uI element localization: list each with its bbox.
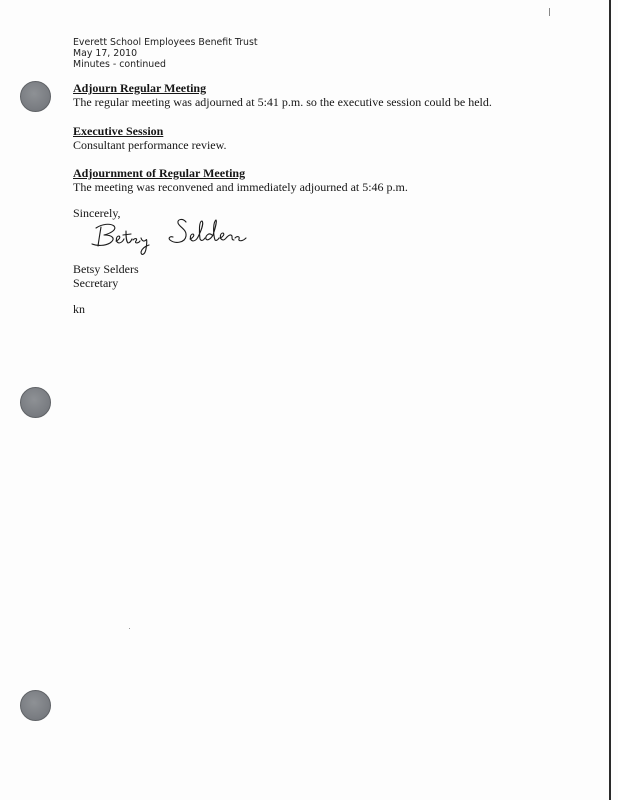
section-text: The meeting was reconvened and immediately adjourned at 5:46 p.m.: [73, 180, 408, 194]
signatory-block: [73, 262, 139, 290]
punch-hole-middle: [20, 387, 51, 418]
organization-name: Everett School Employees Benefit Trust: [73, 37, 258, 48]
section-heading: Adjourn Regular Meeting: [73, 81, 207, 95]
meeting-date: May 17, 2010: [73, 48, 138, 60]
punch-hole-top: [20, 81, 51, 112]
section-heading: Executive Session: [73, 124, 164, 138]
closing-salutation: Sincerely,: [73, 206, 121, 220]
section-adjourn-regular-meeting: [73, 81, 492, 109]
minutes-subtitle: Minutes - continued: [73, 59, 166, 71]
typist-initials: kn: [73, 302, 85, 316]
section-text: The regular meeting was adjourned at 5:41 p.m. so the executive session could be held.: [73, 95, 492, 109]
section-text: Consultant performance review.: [73, 138, 227, 152]
section-executive-session: [73, 124, 227, 152]
scan-speck: [129, 628, 130, 629]
section-heading: Adjournment of Regular Meeting: [73, 166, 246, 180]
signatory-name: Betsy Selders: [73, 262, 139, 276]
section-adjournment-of-regular-meeting: [73, 166, 408, 194]
scan-edge: [609, 0, 611, 800]
document-header: [73, 37, 258, 71]
punch-hole-bottom: [20, 690, 51, 721]
scan-mark: [549, 8, 550, 16]
signatory-title: Secretary: [73, 276, 119, 290]
handwritten-signature: [86, 210, 256, 260]
